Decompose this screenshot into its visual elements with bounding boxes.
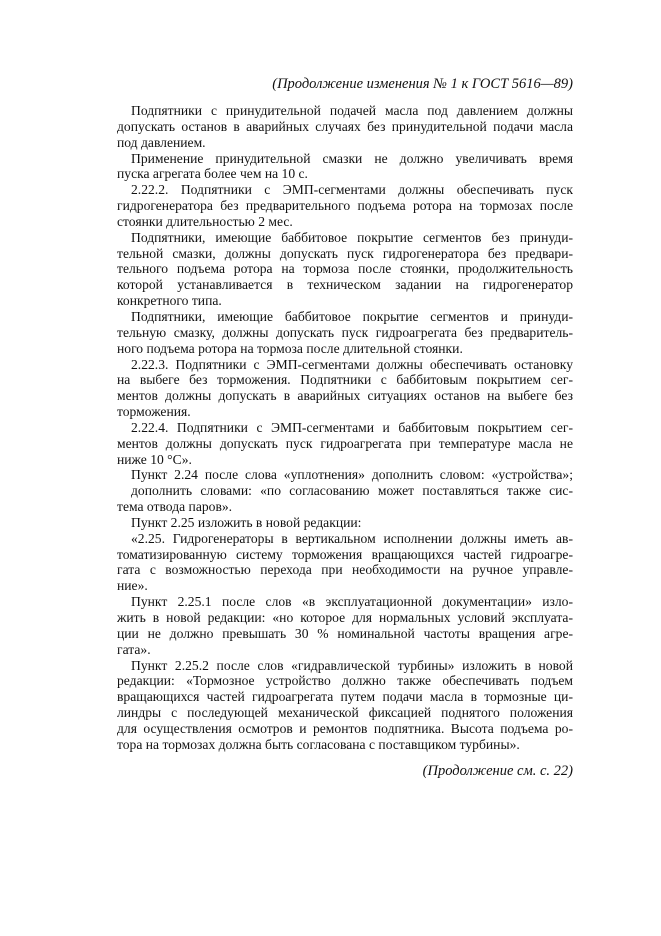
text-line: ментов должны допускать в аварийных ситуациях останов на выбеге без <box>117 388 573 404</box>
continuation-note: (Продолжение см. с. 22) <box>422 763 573 779</box>
text-line: гата с возможностью перехода при необходимости на ручное управле- <box>117 562 573 578</box>
text-line: «2.25. Гидрогенераторы в вертикальном исполнении должны иметь ав- <box>131 530 573 546</box>
text-line: тельную смазку, должны допускать пуск гидроагрегата без предваритель- <box>117 324 573 340</box>
text-line: ние». <box>117 578 148 594</box>
text-line: ного подъема ротора на тормоза после длительной стоянки. <box>117 340 463 356</box>
text-line: которой устанавливается в техническом задании на гидрогенератор <box>117 277 573 293</box>
text-line: ции не должно превышать 30 % номинальной частоты вращения агре- <box>117 625 573 641</box>
text-line: гидрогенератора без предварительного подъема ротора на тормозах после <box>117 198 573 214</box>
text-line: Подпятники, имеющие баббитовое покрытие сегментов без принуди- <box>131 229 573 245</box>
text-line: Пункт 2.24 после слова «уплотнения» дополнить словом: «устройства»; <box>131 467 573 483</box>
text-line: тельного подъема ротора на тормоза после стоянки, продолжительность <box>117 261 573 277</box>
text-line: Подпятники с принудительной подачей масла под давлением должны <box>131 103 573 118</box>
text-line: тема отвода паров». <box>117 499 233 515</box>
text-line: Пункт 2.25 изложить в новой редакции: <box>131 514 362 530</box>
text-line: 2.22.2. Подпятники с ЭМП-сегментами должны обеспечивать пуск <box>131 182 573 198</box>
page-header: (Продолжение изменения № 1 к ГОСТ 5616—89) <box>272 76 573 92</box>
text-line: Применение принудительной смазки не должно увеличивать время <box>131 150 573 166</box>
text-line: Пункт 2.25.1 после слов «в эксплуатационной документации» изло- <box>131 594 573 610</box>
text-line: ниже 10 °С». <box>117 451 192 467</box>
document-body <box>117 103 573 753</box>
text-line: допускать останов в аварийных случаях без принудительной подачи масла <box>117 118 573 134</box>
text-line: 2.22.4. Подпятники с ЭМП-сегментами и баббитовым покрытием сег- <box>131 419 573 435</box>
text-line: торможения. <box>117 404 191 420</box>
text-line: линдры с последующей механической фиксацией поднятого положения <box>117 705 573 721</box>
text-line: на выбеге без торможения. Подпятники с баббитовым покрытием сег- <box>117 372 573 388</box>
text-line: для осуществления осмотров и ремонтов подпятника. Высота подъема ро- <box>117 720 573 736</box>
text-line: тельной смазки, должны допускать пуск гидрогенератора без предвари- <box>117 245 573 261</box>
text-line: дополнить словами: «по согласованию может поставляться также сис- <box>131 483 573 499</box>
text-line: гата». <box>117 641 151 657</box>
text-line: жить в новой редакции: «но которое для нормальных условий эксплуата- <box>117 610 573 625</box>
text-line: Подпятники, имеющие баббитовое покрытие сегментов и принуди- <box>131 308 573 324</box>
text-line: вращающихся частей гидроагрегата путем подачи масла в тормозные ци- <box>117 689 573 705</box>
text-line: ментов должны допускать пуск гидроагрегата при температуре масла не <box>117 435 573 451</box>
text-line: пуска агрегата более чем на 10 с. <box>117 166 308 182</box>
text-line: 2.22.3. Подпятники с ЭМП-сегментами должны обеспечивать остановку <box>131 356 573 372</box>
text-line: стоянки длительностью 2 мес. <box>117 213 293 229</box>
text-line: под давлением. <box>117 134 206 150</box>
text-line: конкретного типа. <box>117 293 222 309</box>
text-line: редакции: «Тормозное устройство должно также обеспечивать подъем <box>117 673 573 689</box>
text-line: Пункт 2.25.2 после слов «гидравлической турбины» изложить в новой <box>131 657 573 673</box>
text-line: тора на тормозах должна быть согласована с поставщиком турбины». <box>117 736 520 752</box>
text-line: томатизированную систему торможения вращающихся частей гидроагре- <box>117 546 573 562</box>
